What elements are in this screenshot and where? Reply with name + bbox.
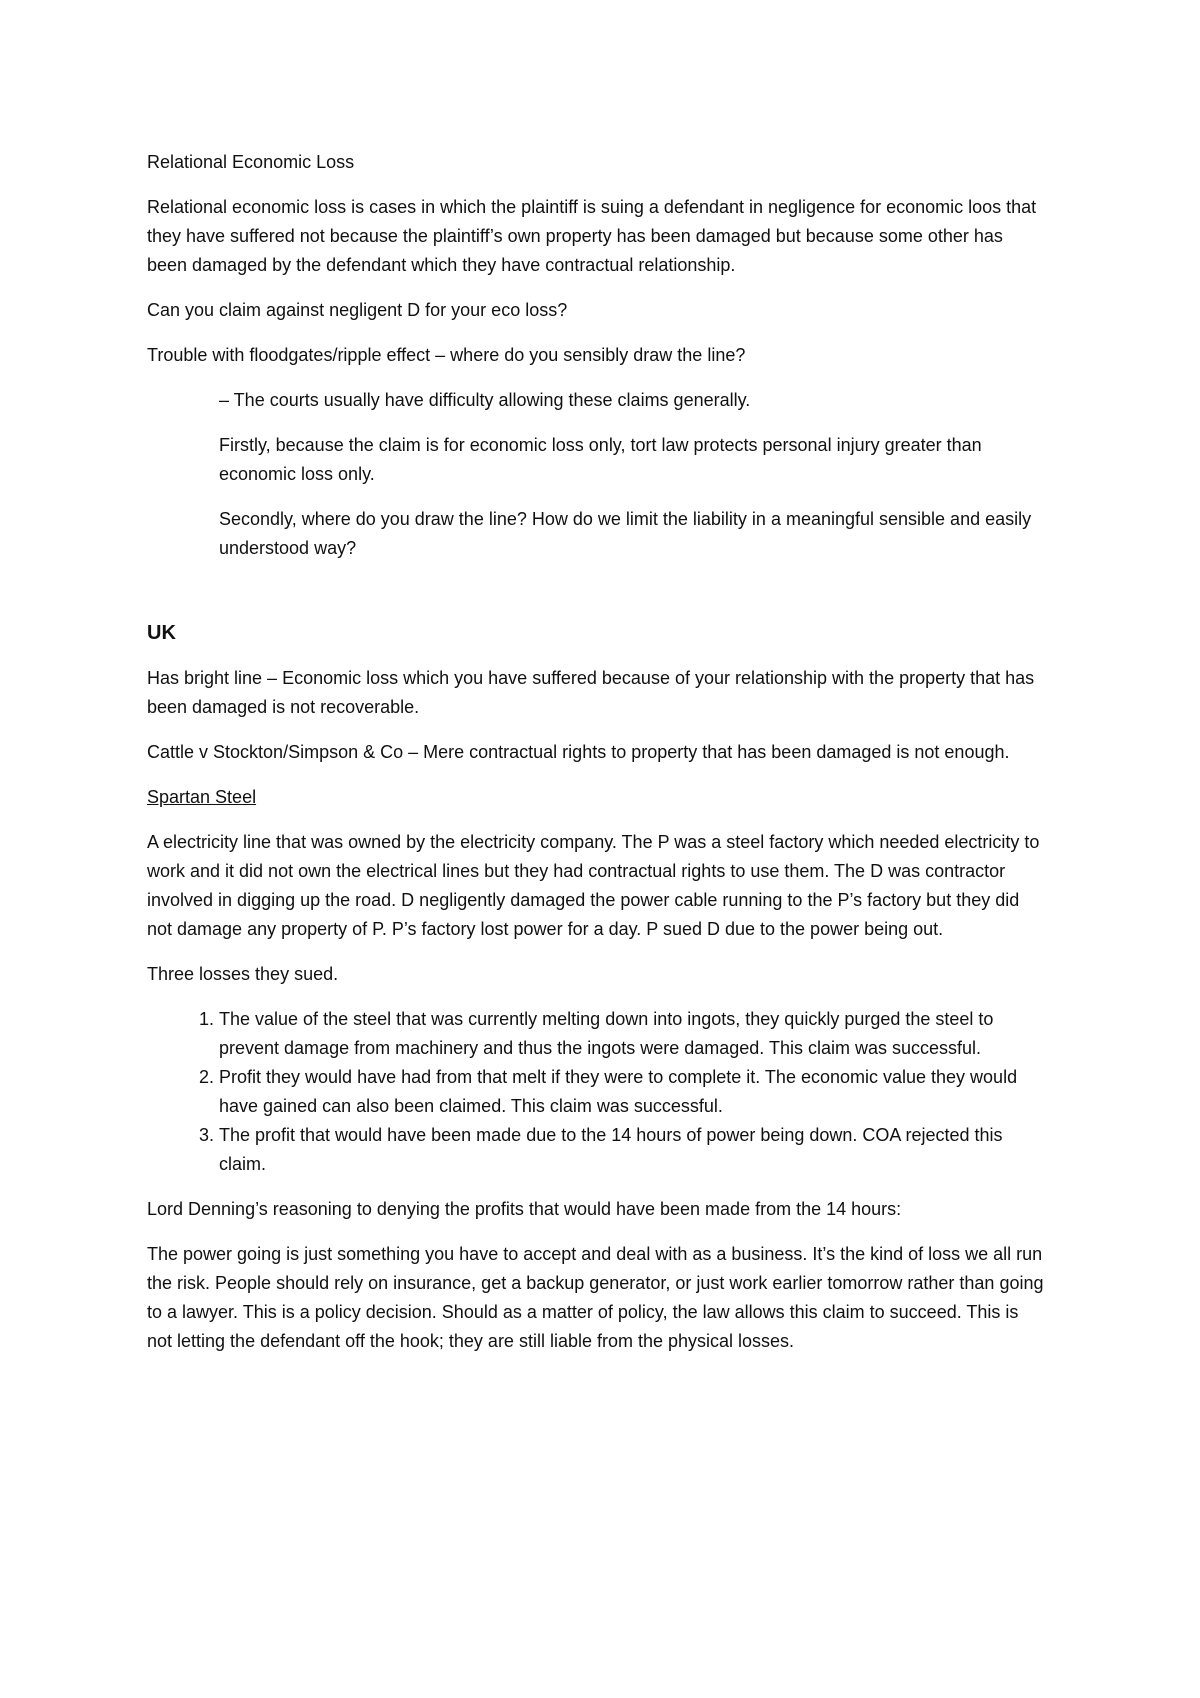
floodgates-paragraph: Trouble with floodgates/ripple effect – where do you sensibly draw the line? <box>147 345 746 365</box>
firstly-paragraph: Firstly, because the claim is for economic loss only, tort law protects personal injury greater than economic loss only. <box>219 435 982 484</box>
spartan-steel-heading: Spartan Steel <box>147 787 257 807</box>
list-item: 3. The profit that would have been made due to the 14 hours of power being down. COA rejected this claim. <box>219 1121 1047 1179</box>
denning-reasoning-paragraph: The power going is just something you have to accept and deal with as a business. It’s the kind of loss we all run the risk. People should rely on insurance, get a backup generator, or just work earlier tomorrow rather than going to a lawyer. This is a policy decision. Should as a matter of policy, the law allows this claim to succeed. This is not letting the defendant off the hook; they are still liable from the physical losses. <box>147 1244 1044 1351</box>
denning-intro-paragraph: Lord Denning’s reasoning to denying the profits that would have been made from the 14 hours: <box>147 1199 902 1219</box>
document-title: Relational Economic Loss <box>147 152 355 172</box>
list-item: 1. The value of the steel that was currently melting down into ingots, they quickly purged the steel to prevent damage from machinery and thus the ingots were damaged. This claim was successful. <box>219 1005 1047 1063</box>
document-page <box>147 148 1047 1372</box>
cattle-case-paragraph: Cattle v Stockton/Simpson & Co – Mere contractual rights to property that has been damaged is not enough. <box>147 742 1010 762</box>
losses-list <box>147 1005 1047 1179</box>
uk-heading: UK <box>147 622 176 644</box>
courts-note-paragraph: – The courts usually have difficulty allowing these claims generally. <box>219 390 751 410</box>
section-spacer <box>147 579 1047 619</box>
secondly-paragraph: Secondly, where do you draw the line? How do we limit the liability in a meaningful sensible and easily understood way? <box>219 509 1032 558</box>
intro-paragraph: Relational economic loss is cases in which the plaintiff is suing a defendant in negligence for economic loos that they have suffered not because the plaintiff’s own property has been damaged but because some other has been damaged by the defendant which they have contractual relationship. <box>147 197 1037 275</box>
spartan-facts-paragraph: A electricity line that was owned by the electricity company. The P was a steel factory which needed electricity to work and it did not own the electrical lines but they had contractual rights to use them. The D was contractor involved in digging up the road. D negligently damaged the power cable running to the P’s factory but they did not damage any property of P. P’s factory lost power for a day. P sued D due to the power being out. <box>147 832 1040 939</box>
list-item: 2. Profit they would have had from that melt if they were to complete it. The economic value they would have gained can also been claimed. This claim was successful. <box>219 1063 1047 1121</box>
bright-line-paragraph: Has bright line – Economic loss which you have suffered because of your relationship with the property that has been damaged is not recoverable. <box>147 668 1035 717</box>
three-losses-paragraph: Three losses they sued. <box>147 964 339 984</box>
question-paragraph: Can you claim against negligent D for your eco loss? <box>147 300 568 320</box>
